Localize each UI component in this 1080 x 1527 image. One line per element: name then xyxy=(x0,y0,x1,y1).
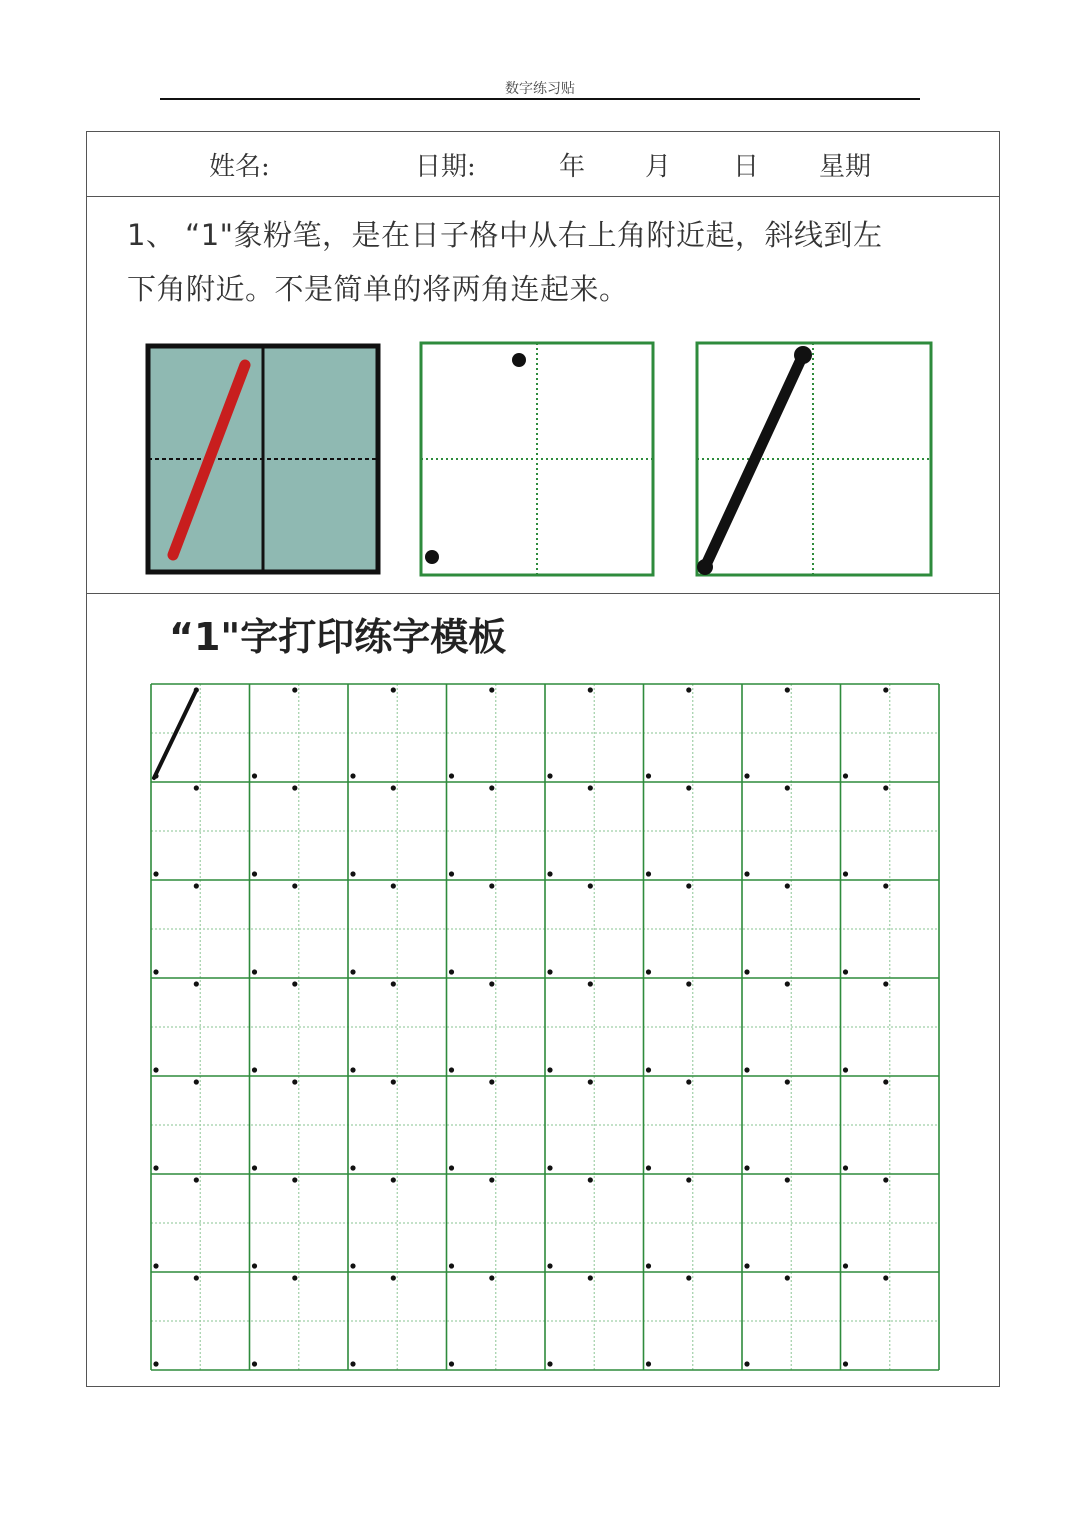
worksheet xyxy=(86,131,1000,1387)
end-dot xyxy=(153,969,158,974)
template-row xyxy=(87,594,999,1386)
start-dot xyxy=(194,785,199,790)
start-dot xyxy=(785,1275,790,1280)
start-dot xyxy=(489,1275,494,1280)
start-dot xyxy=(686,785,691,790)
end-dot xyxy=(843,1165,848,1170)
start-dot xyxy=(785,883,790,888)
start-dot xyxy=(686,1177,691,1182)
end-dot xyxy=(153,1263,158,1268)
end-dot xyxy=(449,871,454,876)
end-dot xyxy=(744,1165,749,1170)
start-dot xyxy=(391,687,396,692)
start-dot xyxy=(292,1177,297,1182)
start-dot xyxy=(588,1177,593,1182)
end-dot xyxy=(350,1067,355,1072)
page-header-title: 数字练习贴 xyxy=(505,81,575,97)
start-dot xyxy=(391,883,396,888)
weekday-label: 星期 xyxy=(819,152,872,182)
start-dot xyxy=(883,1177,888,1182)
end-dot xyxy=(449,1263,454,1268)
end-dot xyxy=(153,1361,158,1366)
start-dot xyxy=(489,687,494,692)
start-dot xyxy=(785,1177,790,1182)
end-dot xyxy=(350,969,355,974)
end-dot xyxy=(449,969,454,974)
end-dot xyxy=(646,1361,651,1366)
start-dot xyxy=(489,981,494,986)
start-dot xyxy=(194,1275,199,1280)
chalk-demo-box xyxy=(145,343,381,575)
start-dot xyxy=(883,1079,888,1084)
instruction-line-1: 1、 “1"象粉笔，是在日子格中从右上角附近起，斜线到左 xyxy=(127,218,883,252)
start-dot xyxy=(883,981,888,986)
month-label: 月 xyxy=(645,152,672,182)
end-dot xyxy=(547,1263,552,1268)
end-dot xyxy=(350,1165,355,1170)
end-dot xyxy=(646,1263,651,1268)
stroke-demo xyxy=(695,341,933,577)
start-dot xyxy=(785,981,790,986)
start-dot xyxy=(391,1079,396,1084)
start-dot xyxy=(292,1275,297,1280)
end-dot xyxy=(744,871,749,876)
start-dot xyxy=(588,687,593,692)
start-dot xyxy=(292,785,297,790)
start-dot xyxy=(785,1079,790,1084)
start-dot xyxy=(292,687,297,692)
end-dot xyxy=(252,1067,257,1072)
stroke-end-dot xyxy=(697,559,713,575)
end-dot xyxy=(350,1263,355,1268)
start-dot xyxy=(686,883,691,888)
end-dot xyxy=(646,1165,651,1170)
start-dot xyxy=(489,785,494,790)
end-dot xyxy=(252,773,257,778)
stroke-start-dot xyxy=(794,346,812,364)
start-dot xyxy=(588,785,593,790)
end-dot xyxy=(843,871,848,876)
start-dot xyxy=(194,981,199,986)
start-dot xyxy=(883,883,888,888)
end-dot xyxy=(547,871,552,876)
start-dot xyxy=(489,883,494,888)
start-dot xyxy=(194,883,199,888)
date-label: 日期: xyxy=(415,152,476,182)
start-dot xyxy=(292,1079,297,1084)
end-dot xyxy=(449,1165,454,1170)
start-dot xyxy=(883,785,888,790)
start-dot xyxy=(588,883,593,888)
start-dot xyxy=(785,687,790,692)
end-dot xyxy=(425,550,439,564)
start-dot xyxy=(785,785,790,790)
start-dot xyxy=(292,883,297,888)
end-dot xyxy=(646,1067,651,1072)
start-dot xyxy=(391,1275,396,1280)
end-dot xyxy=(646,773,651,778)
end-dot xyxy=(547,1165,552,1170)
end-dot xyxy=(252,871,257,876)
end-dot xyxy=(449,1067,454,1072)
end-dot xyxy=(153,1067,158,1072)
start-dot xyxy=(489,1079,494,1084)
start-dot xyxy=(391,785,396,790)
end-dot xyxy=(153,1165,158,1170)
end-dot xyxy=(843,1361,848,1366)
end-dot xyxy=(350,1361,355,1366)
end-dot xyxy=(843,773,848,778)
end-dot xyxy=(547,1361,552,1366)
info-row xyxy=(87,132,999,197)
end-dot xyxy=(547,773,552,778)
end-dot xyxy=(843,969,848,974)
end-dot xyxy=(744,969,749,974)
start-dot xyxy=(391,981,396,986)
end-dot xyxy=(252,1361,257,1366)
end-dot xyxy=(547,1067,552,1072)
end-dot xyxy=(744,1067,749,1072)
end-dot xyxy=(646,969,651,974)
start-dot xyxy=(194,1177,199,1182)
end-dot xyxy=(646,871,651,876)
start-dot xyxy=(588,1275,593,1280)
end-dot xyxy=(547,969,552,974)
practice-grid xyxy=(87,594,999,1386)
year-label: 年 xyxy=(559,152,586,182)
name-label: 姓名: xyxy=(209,152,270,182)
start-dot xyxy=(883,1275,888,1280)
end-dot xyxy=(744,1263,749,1268)
end-dot xyxy=(843,1263,848,1268)
start-end-dots-demo xyxy=(419,341,655,577)
day-label: 日 xyxy=(733,152,760,182)
end-dot xyxy=(744,1361,749,1366)
start-dot xyxy=(391,1177,396,1182)
start-dot xyxy=(686,1079,691,1084)
start-dot xyxy=(588,981,593,986)
start-dot xyxy=(686,1275,691,1280)
end-dot xyxy=(350,871,355,876)
start-dot xyxy=(512,353,526,367)
start-dot xyxy=(588,1079,593,1084)
end-dot xyxy=(449,1361,454,1366)
end-dot xyxy=(252,1263,257,1268)
template-title: “1"字打印练字模板 xyxy=(169,615,507,659)
start-dot xyxy=(292,981,297,986)
end-dot xyxy=(350,773,355,778)
end-dot xyxy=(252,969,257,974)
instruction-line-2: 下角附近。不是简单的将两角连起来。 xyxy=(127,272,629,306)
instruction-row xyxy=(87,197,999,594)
end-dot xyxy=(153,871,158,876)
end-dot xyxy=(252,1165,257,1170)
sample-stroke xyxy=(154,690,196,778)
start-dot xyxy=(686,687,691,692)
start-dot xyxy=(686,981,691,986)
start-dot xyxy=(489,1177,494,1182)
start-dot xyxy=(883,687,888,692)
end-dot xyxy=(449,773,454,778)
start-dot xyxy=(194,1079,199,1084)
end-dot xyxy=(843,1067,848,1072)
end-dot xyxy=(744,773,749,778)
header-divider xyxy=(160,98,920,100)
